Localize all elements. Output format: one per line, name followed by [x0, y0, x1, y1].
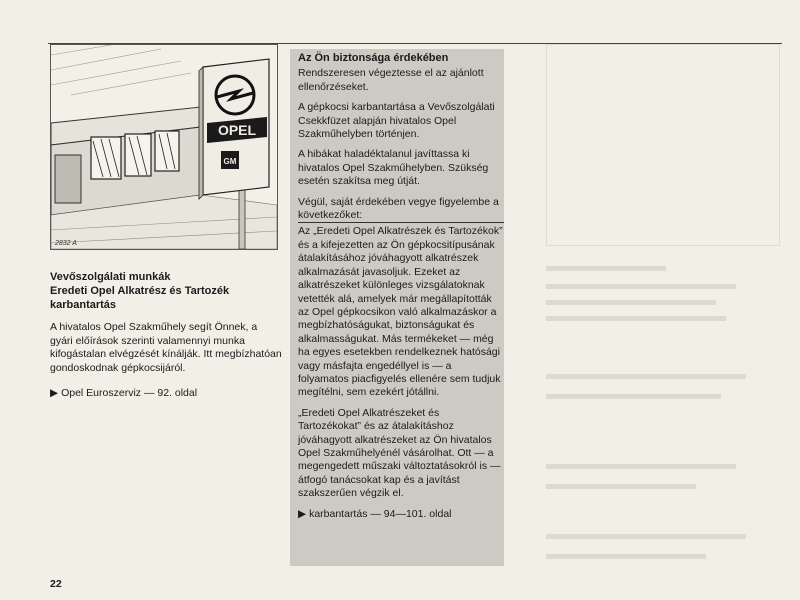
safety-paragraph-6: „Eredeti Opel Alkatrészeket és Tartozékokat” és az átalakításhoz jóváhagyott alkatrészeket az Ön hivatalos Opel Szakműhelyénél vásárolhat. Ott — a megengedett műszaki változtatásokról is — átfogó tanácsokat kap és a javítást szakszerűen végzik el. [298, 406, 501, 500]
ghost-line [546, 284, 736, 289]
safety-box [290, 49, 504, 566]
page-number: 22 [50, 578, 62, 590]
safety-cross-reference [298, 508, 504, 521]
safety-paragraph-3: A hibákat haladéktalanul javíttassa ki hivatalos Opel Szakműhelyben. Szükség esetén szakítsa meg útját. [298, 148, 489, 188]
dealership-illustration [50, 44, 278, 250]
ghost-illustration [546, 44, 780, 246]
section-heading: Vevőszolgálati munkák [50, 271, 171, 283]
ghost-line [546, 484, 696, 489]
intro-paragraph: A hivatalos Opel Szakműhely segít Önnek, a gyári előírások szerinti valamennyi munka kifogástalan elvégzését kínálják. Itt megbízhatóan gondoskodnak gépkocsijáról. [50, 321, 282, 374]
opel-sign-text: OPEL [217, 122, 257, 138]
safety-paragraph-1: Rendszeresen végeztesse el az ajánlott ellenőrzéseket. [298, 67, 484, 93]
ghost-line [546, 534, 746, 539]
section-subheading: Eredeti Opel Alkatrész és Tartozék karbantartás [50, 285, 230, 311]
arrow-right-icon: ▶ [298, 507, 307, 520]
ghost-line [546, 374, 746, 379]
safety-notice-underlined: Végül, saját érdekében vegye figyelembe a következőket: [298, 196, 504, 224]
cross-reference-text: Opel Euroszerviz — 92. oldal [61, 387, 198, 399]
illustration-ref-code: 2832 A [55, 240, 77, 247]
gm-badge-text: GM [223, 157, 237, 166]
safety-paragraph-2: A gépkocsi karbantartása a Vevőszolgálati Csekkfüzet alapján hivatalos Opel Szakműhelyben történjen. [298, 101, 495, 141]
left-column [50, 270, 282, 401]
safety-box-title: Az Ön biztonsága érdekében [298, 52, 449, 64]
ghost-line [546, 554, 706, 559]
safety-paragraph-5: Az „Eredeti Opel Alkatrészek és Tartozékok” és a kifejezetten az Ön gépkocsitípusának átalakításához jóváhagyott alkatrészek alkalmazását javasoljuk. Ezeket az alkatrészeket különleges vizsgálatoknak vetették alá, amelyek már megállapították az Opel gépkocsikon való alkalmazáskor a megbízhatóságukat, biztonságukat és alkalmasságukat. Más termékeket — még ha egyes esetekben rendelkeznek hatósági vagy másfajta engedéllyel is — a folyamatos piacfigyelés ellenére sem tudjuk megítélni, sem ezekért jótállni. [298, 225, 503, 399]
facing-page-bleedthrough [540, 44, 782, 600]
ghost-line [546, 300, 716, 305]
cross-reference [50, 387, 282, 401]
arrow-right-icon: ▶ [50, 387, 59, 399]
dealership-drawing [51, 45, 277, 249]
ghost-line [546, 316, 726, 321]
ghost-line [546, 266, 666, 271]
ghost-line [546, 464, 736, 469]
ghost-line [546, 394, 721, 399]
safety-cross-reference-text: karbantartás — 94—101. oldal [309, 507, 452, 520]
